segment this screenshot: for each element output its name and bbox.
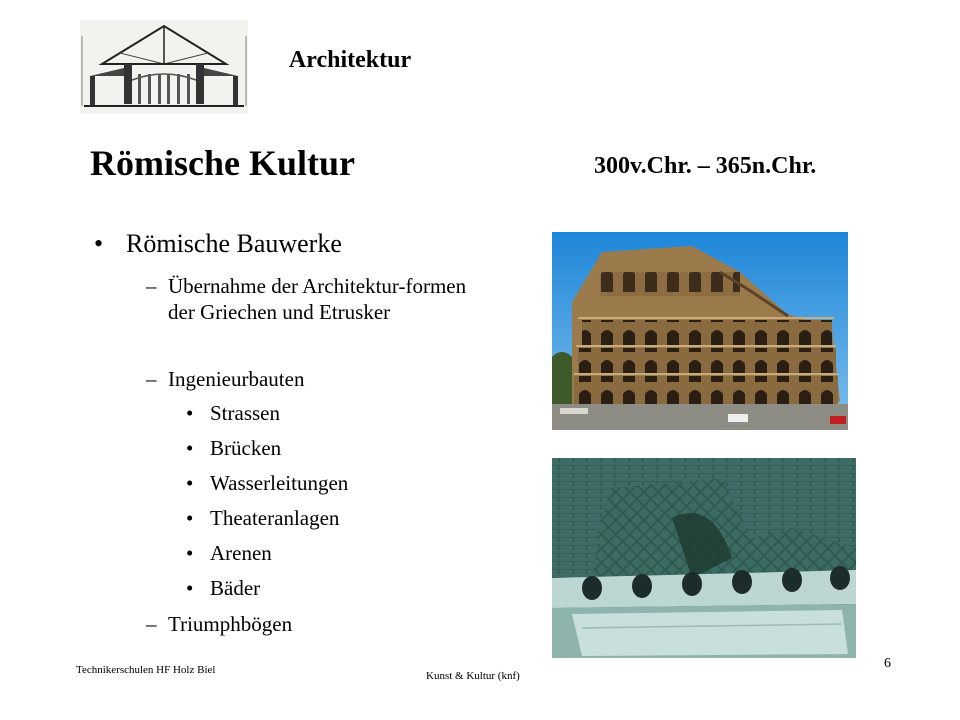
sub-item-takeover: Übernahme der Architektur-formen der Griechen und Etrusker [168, 274, 467, 324]
bullet-marker: • [94, 229, 104, 258]
colosseum-photo [552, 232, 848, 430]
slide-title: Römische Kultur [90, 143, 355, 183]
footer-course: Kunst & Kultur (knf) [426, 670, 520, 682]
bullet-marker: • [186, 471, 194, 495]
list-item-streets: Strassen [210, 401, 280, 425]
footer-school: Technikerschulen HF Holz Biel [76, 664, 216, 676]
list-item-theaters: Theateranlagen [210, 506, 340, 530]
sub-item-engineering: Ingenieurbauten [168, 367, 305, 391]
dash-marker: – [146, 367, 157, 391]
sub-item-triumph: Triumphbögen [168, 612, 293, 636]
bullet-marker: • [186, 436, 194, 460]
bullet-marker: • [186, 576, 194, 600]
page-number: 6 [884, 656, 891, 671]
list-item-baths: Bäder [210, 576, 261, 600]
bullet-marker: • [186, 506, 194, 530]
basilica-cross-section-icon [80, 20, 248, 114]
bullet-marker: • [186, 401, 194, 425]
date-range: 300v.Chr. – 365n.Chr. [594, 153, 817, 179]
bullet-marker: • [186, 541, 194, 565]
dash-marker: – [146, 612, 157, 636]
list-item-aqueducts: Wasserleitungen [210, 471, 349, 495]
dash-marker: – [146, 274, 157, 298]
header-title: Architektur [288, 47, 412, 73]
list-item-arenas: Arenen [210, 541, 272, 565]
bullet-roman-buildings: Römische Bauwerke [126, 229, 342, 258]
list-item-bridges: Brücken [210, 436, 282, 460]
roman-bath-photo [552, 458, 856, 658]
